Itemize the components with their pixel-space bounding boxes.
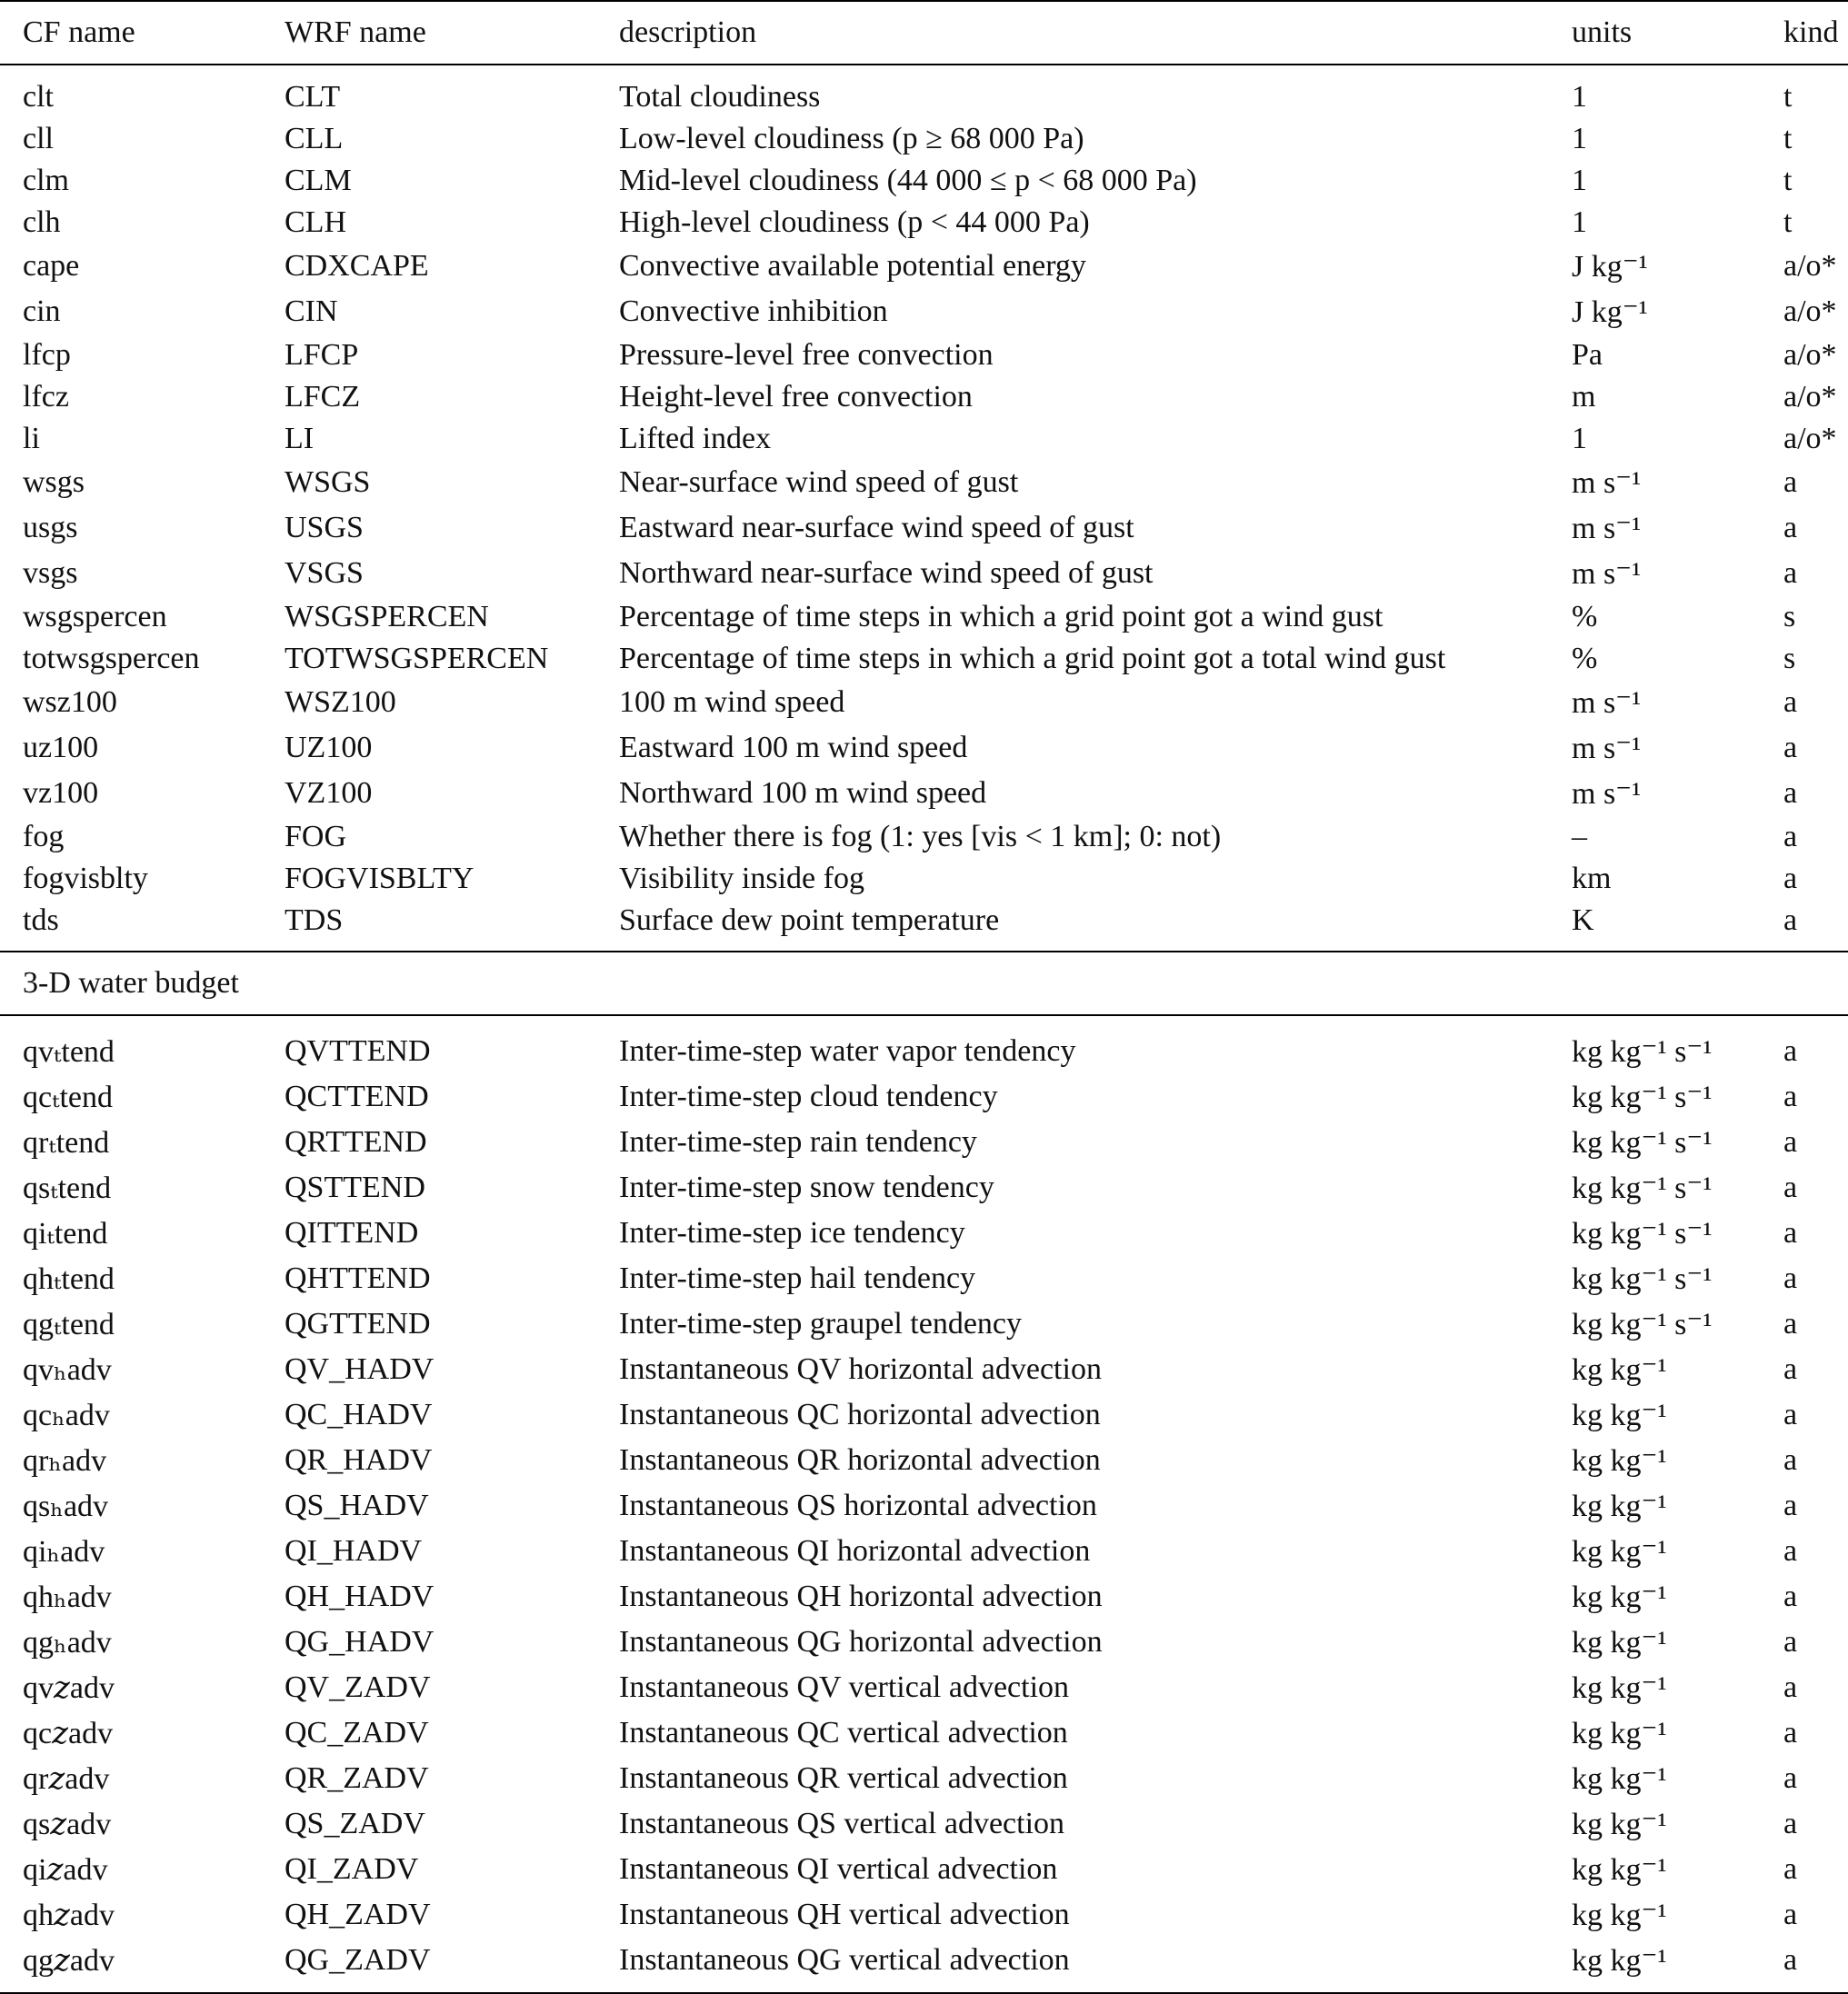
kind-cell: a	[1783, 556, 1798, 590]
units-cell: kg kg⁻¹	[1572, 1580, 1667, 1614]
description-cell: Inter-time-step snow tendency	[619, 1171, 994, 1204]
kind-cell: s	[1783, 600, 1796, 633]
description-cell: Percentage of time steps in which a grid point got a wind gust	[619, 600, 1384, 633]
table-row	[0, 1074, 1848, 1120]
description-cell: Total cloudiness	[619, 80, 821, 114]
kind-cell: t	[1783, 122, 1793, 155]
wrf-name-cell: CDXCAPE	[285, 249, 429, 283]
units-cell: 1	[1572, 422, 1587, 455]
description-cell: Inter-time-step graupel tendency	[619, 1307, 1023, 1341]
kind-cell: a	[1783, 511, 1798, 544]
wrf-name-cell: QG_HADV	[285, 1625, 435, 1659]
table-row	[0, 334, 1848, 376]
description-cell: Eastward near-surface wind speed of gust	[619, 511, 1134, 544]
cf-name-cell: tds	[23, 903, 59, 937]
units-cell: 1	[1572, 122, 1587, 155]
wrf-name-cell: LI	[285, 422, 315, 455]
wrf-name-cell: QG_ZADV	[262, 1938, 596, 1993]
table-row	[0, 1529, 1848, 1574]
header-wrf-name: WRF name	[262, 1, 596, 65]
units-cell: kg kg⁻¹ s⁻¹	[1572, 1035, 1713, 1069]
table-row	[0, 1847, 1848, 1892]
kind-cell: a	[1783, 1261, 1798, 1295]
cf-name-cell: qhₜtend	[23, 1262, 115, 1296]
description-cell: Northward near-surface wind speed of gust	[619, 556, 1154, 590]
header-description: description	[596, 1, 1549, 65]
table-row	[0, 1211, 1848, 1256]
table-row	[0, 1392, 1848, 1438]
table-row	[0, 680, 1848, 725]
units-cell: 1	[1572, 80, 1587, 114]
kind-cell: t	[1783, 164, 1793, 197]
table-row	[0, 1574, 1848, 1620]
units-cell: m s⁻¹	[1572, 686, 1642, 720]
wrf-name-cell: QH_ZADV	[285, 1898, 431, 1931]
kind-cell: a	[1783, 1898, 1798, 1931]
kind-cell: a	[1783, 1398, 1798, 1431]
wrf-name-cell: QS_HADV	[285, 1489, 429, 1522]
description-cell: Instantaneous QG horizontal advection	[619, 1625, 1103, 1659]
table-row	[0, 160, 1848, 202]
kind-cell: a/o*	[1783, 422, 1837, 455]
wrf-name-cell: QV_ZADV	[285, 1670, 431, 1704]
kind-cell: a	[1783, 731, 1798, 764]
wrf-name-cell: FOG	[285, 820, 347, 853]
description-cell: Instantaneous QH vertical advection	[619, 1898, 1070, 1931]
cf-name-cell: qv𝑧adv	[23, 1671, 115, 1705]
description-cell: Eastward 100 m wind speed	[619, 731, 968, 764]
cf-name-cell: qvₜtend	[23, 1035, 115, 1069]
wrf-name-cell: UZ100	[285, 731, 373, 764]
cf-name-cell: qgₕadv	[23, 1626, 112, 1660]
table-row	[0, 1938, 1848, 1993]
cf-name-cell: qrₜtend	[23, 1126, 110, 1160]
description-cell: Visibility inside fog	[619, 862, 864, 895]
description-cell: Inter-time-step cloud tendency	[619, 1080, 998, 1113]
table-row	[0, 638, 1848, 680]
kind-cell: a	[1783, 862, 1798, 895]
cf-name-cell: clh	[23, 205, 61, 239]
cf-name-cell: qc𝑧adv	[23, 1717, 114, 1750]
kind-cell: a	[1783, 1352, 1798, 1386]
table-row	[0, 771, 1848, 816]
cf-name-cell: wsz100	[23, 685, 117, 719]
units-cell: kg kg⁻¹	[1572, 1671, 1667, 1705]
wrf-name-cell: CIN	[285, 294, 338, 328]
wrf-name-cell: CLT	[285, 80, 341, 114]
description-cell: Percentage of time steps in which a grid point got a total wind gust	[619, 642, 1446, 675]
kind-cell: a	[1783, 1034, 1798, 1068]
wrf-name-cell: WSGSPERCEN	[285, 600, 489, 633]
kind-cell: a	[1783, 1852, 1798, 1886]
units-cell: m	[1572, 380, 1596, 414]
wrf-name-cell: VZ100	[285, 776, 373, 810]
units-cell: m s⁻¹	[1572, 777, 1642, 811]
cf-name-cell: qhₕadv	[23, 1580, 112, 1614]
units-cell: km	[1572, 862, 1612, 895]
units-cell: kg kg⁻¹	[1572, 1535, 1667, 1569]
units-cell: 1	[1572, 164, 1587, 197]
kind-cell: a	[1783, 1125, 1798, 1159]
cf-name-cell: qg𝑧adv	[0, 1938, 262, 1993]
wrf-name-cell: USGS	[285, 511, 364, 544]
units-cell: kg kg⁻¹	[1572, 1399, 1667, 1432]
table-row	[0, 858, 1848, 900]
table-row	[0, 418, 1848, 460]
table-row	[0, 1665, 1848, 1710]
wrf-name-cell: QGTTEND	[285, 1307, 431, 1341]
table-row	[0, 1438, 1848, 1483]
units-cell: m s⁻¹	[1572, 557, 1642, 591]
units-cell: m s⁻¹	[1572, 466, 1642, 500]
description-cell: 100 m wind speed	[619, 685, 845, 719]
cf-name-cell: qiₕadv	[23, 1535, 105, 1569]
units-cell: J kg⁻¹	[1572, 250, 1648, 284]
units-cell: m s⁻¹	[1572, 732, 1642, 765]
table-row	[0, 1165, 1848, 1211]
kind-cell: t	[1783, 80, 1793, 114]
cf-name-cell: cape	[23, 249, 80, 283]
table-row	[0, 244, 1848, 289]
kind-cell: a	[1783, 1716, 1798, 1750]
description-cell: Instantaneous QS horizontal advection	[619, 1489, 1097, 1522]
table-row	[0, 1620, 1848, 1665]
units-cell: K	[1572, 903, 1594, 937]
description-cell: Convective inhibition	[619, 294, 888, 328]
kind-cell: a	[1783, 465, 1798, 499]
table-row	[0, 596, 1848, 638]
table-row	[0, 202, 1848, 244]
units-cell: kg kg⁻¹	[1549, 1938, 1761, 1993]
kind-cell: a	[1783, 1580, 1798, 1613]
description-cell: Near-surface wind speed of gust	[619, 465, 1019, 499]
kind-cell: a	[1783, 903, 1798, 937]
units-cell: kg kg⁻¹	[1572, 1899, 1667, 1932]
wrf-name-cell: CLM	[285, 164, 352, 197]
table-row	[0, 460, 1848, 505]
description-cell: Convective available potential energy	[619, 249, 1086, 283]
cf-name-cell: usgs	[23, 511, 78, 544]
description-cell: Height-level free convection	[619, 380, 973, 414]
cf-name-cell: qs𝑧adv	[23, 1808, 112, 1841]
section-row	[0, 952, 1848, 1015]
units-cell: 1	[1572, 205, 1587, 239]
units-cell: kg kg⁻¹ s⁻¹	[1572, 1217, 1713, 1251]
kind-cell: a	[1783, 1216, 1798, 1250]
header-cf-name: CF name	[0, 1, 262, 65]
table-row	[0, 65, 1848, 118]
table-row	[0, 1301, 1848, 1347]
description-cell: Instantaneous QR horizontal advection	[619, 1443, 1101, 1477]
cf-name-cell: cll	[23, 122, 54, 155]
description-cell: Surface dew point temperature	[619, 903, 1000, 937]
wrf-name-cell: CLH	[285, 205, 346, 239]
cf-name-cell: vz100	[23, 776, 99, 810]
table-row	[0, 1756, 1848, 1801]
units-cell: kg kg⁻¹	[1572, 1853, 1667, 1887]
table-row	[0, 900, 1848, 952]
header-kind: kind	[1761, 1, 1848, 65]
description-cell: Instantaneous QC horizontal advection	[619, 1398, 1101, 1431]
kind-cell: a	[1783, 1625, 1798, 1659]
table-row	[0, 505, 1848, 551]
cf-name-cell: fog	[23, 820, 65, 853]
description-cell: Inter-time-step ice tendency	[619, 1216, 965, 1250]
description-cell: Pressure-level free convection	[619, 338, 994, 372]
section-title: 3-D water budget	[0, 952, 1848, 1015]
wrf-name-cell: QVTTEND	[285, 1034, 431, 1068]
units-cell: kg kg⁻¹	[1572, 1490, 1667, 1523]
header-units: units	[1549, 1, 1761, 65]
table-row	[0, 1801, 1848, 1847]
units-cell: kg kg⁻¹	[1572, 1353, 1667, 1387]
units-cell: %	[1572, 600, 1598, 633]
wrf-name-cell: QH_HADV	[285, 1580, 435, 1613]
kind-cell: a	[1783, 820, 1798, 853]
cf-name-cell: cin	[23, 294, 61, 328]
wrf-name-cell: QHTTEND	[285, 1261, 431, 1295]
wrf-name-cell: QC_ZADV	[285, 1716, 429, 1750]
table-row	[0, 1347, 1848, 1392]
kind-cell: a	[1783, 776, 1798, 810]
description-cell: Inter-time-step hail tendency	[619, 1261, 976, 1295]
units-cell: %	[1572, 642, 1598, 675]
cf-name-cell: qrₕadv	[23, 1444, 107, 1478]
kind-cell: a	[1783, 1489, 1798, 1522]
cf-name-cell: qr𝑧adv	[23, 1762, 110, 1796]
cf-name-cell: qsₕadv	[23, 1490, 109, 1523]
units-cell: kg kg⁻¹	[1572, 1444, 1667, 1478]
description-cell: Instantaneous QI vertical advection	[619, 1852, 1058, 1886]
description-cell: Instantaneous QV horizontal advection	[619, 1352, 1102, 1386]
wrf-name-cell: QR_ZADV	[285, 1761, 429, 1795]
units-cell: –	[1572, 820, 1587, 853]
section-b-header	[0, 952, 1848, 1015]
description-cell: High-level cloudiness (p < 44 000 Pa)	[619, 205, 1090, 239]
wrf-name-cell: WSGS	[285, 465, 371, 499]
description-cell: Lifted index	[619, 422, 772, 455]
wrf-name-cell: QITTEND	[285, 1216, 419, 1250]
kind-cell: a	[1783, 1670, 1798, 1704]
units-cell: kg kg⁻¹ s⁻¹	[1572, 1308, 1713, 1341]
table-row	[0, 1710, 1848, 1756]
description-cell: Whether there is fog (1: yes [vis < 1 km]; 0: not)	[619, 820, 1222, 853]
table-row	[0, 816, 1848, 858]
table-row	[0, 1120, 1848, 1165]
wrf-name-cell: FOGVISBLTY	[285, 862, 474, 895]
cf-name-cell: clt	[23, 80, 54, 114]
wrf-name-cell: QI_HADV	[285, 1534, 423, 1568]
units-cell: m s⁻¹	[1572, 512, 1642, 545]
table-row	[0, 1015, 1848, 1074]
wrf-name-cell: TDS	[285, 903, 344, 937]
table-row	[0, 289, 1848, 334]
kind-cell: a	[1783, 1080, 1798, 1113]
table-row	[0, 1483, 1848, 1529]
kind-cell: a	[1783, 1443, 1798, 1477]
table-row	[0, 1892, 1848, 1938]
kind-cell: a/o*	[1783, 338, 1837, 372]
cf-name-cell: uz100	[23, 731, 99, 764]
wrf-name-cell: QR_HADV	[285, 1443, 433, 1477]
cf-name-cell: lfcz	[23, 380, 69, 414]
wrf-name-cell: LFCP	[285, 338, 359, 372]
kind-cell: t	[1783, 205, 1793, 239]
description-cell: Inter-time-step water vapor tendency	[619, 1034, 1076, 1068]
units-cell: kg kg⁻¹ s⁻¹	[1572, 1171, 1713, 1205]
units-cell: kg kg⁻¹	[1572, 1808, 1667, 1841]
table-row	[0, 551, 1848, 596]
kind-cell: a/o*	[1783, 294, 1837, 328]
units-cell: Pa	[1572, 338, 1603, 372]
wrf-name-cell: CLL	[285, 122, 344, 155]
units-cell: kg kg⁻¹	[1572, 1762, 1667, 1796]
description-cell: Instantaneous QG vertical advection	[596, 1938, 1549, 1993]
cf-name-cell: qiₜtend	[23, 1217, 108, 1251]
wrf-name-cell: QV_HADV	[285, 1352, 435, 1386]
kind-cell: a	[1783, 1307, 1798, 1341]
description-cell: Mid-level cloudiness (44 000 ≤ p < 68 000 Pa)	[619, 164, 1197, 197]
cf-name-cell: qvₕadv	[23, 1353, 112, 1387]
units-cell: kg kg⁻¹ s⁻¹	[1572, 1262, 1713, 1296]
kind-cell: a	[1783, 1534, 1798, 1568]
description-cell: Instantaneous QS vertical advection	[619, 1807, 1065, 1840]
description-cell: Inter-time-step rain tendency	[619, 1125, 977, 1159]
kind-cell: a	[1783, 685, 1798, 719]
units-cell: kg kg⁻¹	[1572, 1626, 1667, 1660]
kind-cell: a	[1783, 1807, 1798, 1840]
wrf-name-cell: VSGS	[285, 556, 364, 590]
description-cell: Instantaneous QI horizontal advection	[619, 1534, 1091, 1568]
description-cell: Instantaneous QR vertical advection	[619, 1761, 1068, 1795]
kind-cell: a	[1783, 1761, 1798, 1795]
wrf-name-cell: QI_ZADV	[285, 1852, 419, 1886]
section-b-body	[0, 1015, 1848, 1993]
description-cell: Northward 100 m wind speed	[619, 776, 987, 810]
units-cell: kg kg⁻¹	[1572, 1717, 1667, 1750]
kind-cell: a	[1783, 1171, 1798, 1204]
description-cell: Low-level cloudiness (p ≥ 68 000 Pa)	[619, 122, 1084, 155]
cf-name-cell: li	[23, 422, 40, 455]
kind-cell: a/o*	[1783, 249, 1837, 283]
kind-cell: a/o*	[1783, 380, 1837, 414]
cf-name-cell: totwsgspercen	[23, 642, 200, 675]
units-cell: kg kg⁻¹ s⁻¹	[1572, 1081, 1713, 1114]
cf-name-cell: qsₜtend	[23, 1171, 112, 1205]
table-row	[0, 376, 1848, 418]
cf-name-cell: qi𝑧adv	[23, 1853, 108, 1887]
section-a-body	[0, 65, 1848, 952]
units-cell: J kg⁻¹	[1572, 295, 1648, 329]
table-row	[0, 118, 1848, 160]
wrf-name-cell: QC_HADV	[285, 1398, 433, 1431]
cf-name-cell: wsgs	[23, 465, 85, 499]
cf-name-cell: wsgspercen	[23, 600, 167, 633]
kind-cell: s	[1783, 642, 1796, 675]
wrf-name-cell: QCTTEND	[285, 1080, 429, 1113]
wrf-name-cell: TOTWSGSPERCEN	[285, 642, 549, 675]
wrf-name-cell: QSTTEND	[285, 1171, 425, 1204]
cf-name-cell: fogvisblty	[23, 862, 148, 895]
wrf-name-cell: QRTTEND	[285, 1125, 427, 1159]
wrf-name-cell: QS_ZADV	[285, 1807, 425, 1840]
header-row	[0, 1, 1848, 65]
cf-name-cell: clm	[23, 164, 69, 197]
wrf-name-cell: LFCZ	[285, 380, 361, 414]
kind-cell: a	[1761, 1938, 1848, 1993]
description-cell: Instantaneous QH horizontal advection	[619, 1580, 1103, 1613]
cf-name-cell: lfcp	[23, 338, 71, 372]
cf-name-cell: vsgs	[23, 556, 78, 590]
cf-name-cell: qcₕadv	[23, 1399, 110, 1432]
description-cell: Instantaneous QV vertical advection	[619, 1670, 1070, 1704]
units-cell: kg kg⁻¹ s⁻¹	[1572, 1126, 1713, 1160]
table-row	[0, 725, 1848, 771]
cf-name-cell: qh𝑧adv	[23, 1899, 115, 1932]
description-cell: Instantaneous QC vertical advection	[619, 1716, 1068, 1750]
cf-name-cell: qgₜtend	[23, 1308, 115, 1341]
cf-name-cell: qcₜtend	[23, 1081, 114, 1114]
table-row	[0, 1256, 1848, 1301]
wrf-name-cell: WSZ100	[285, 685, 396, 719]
